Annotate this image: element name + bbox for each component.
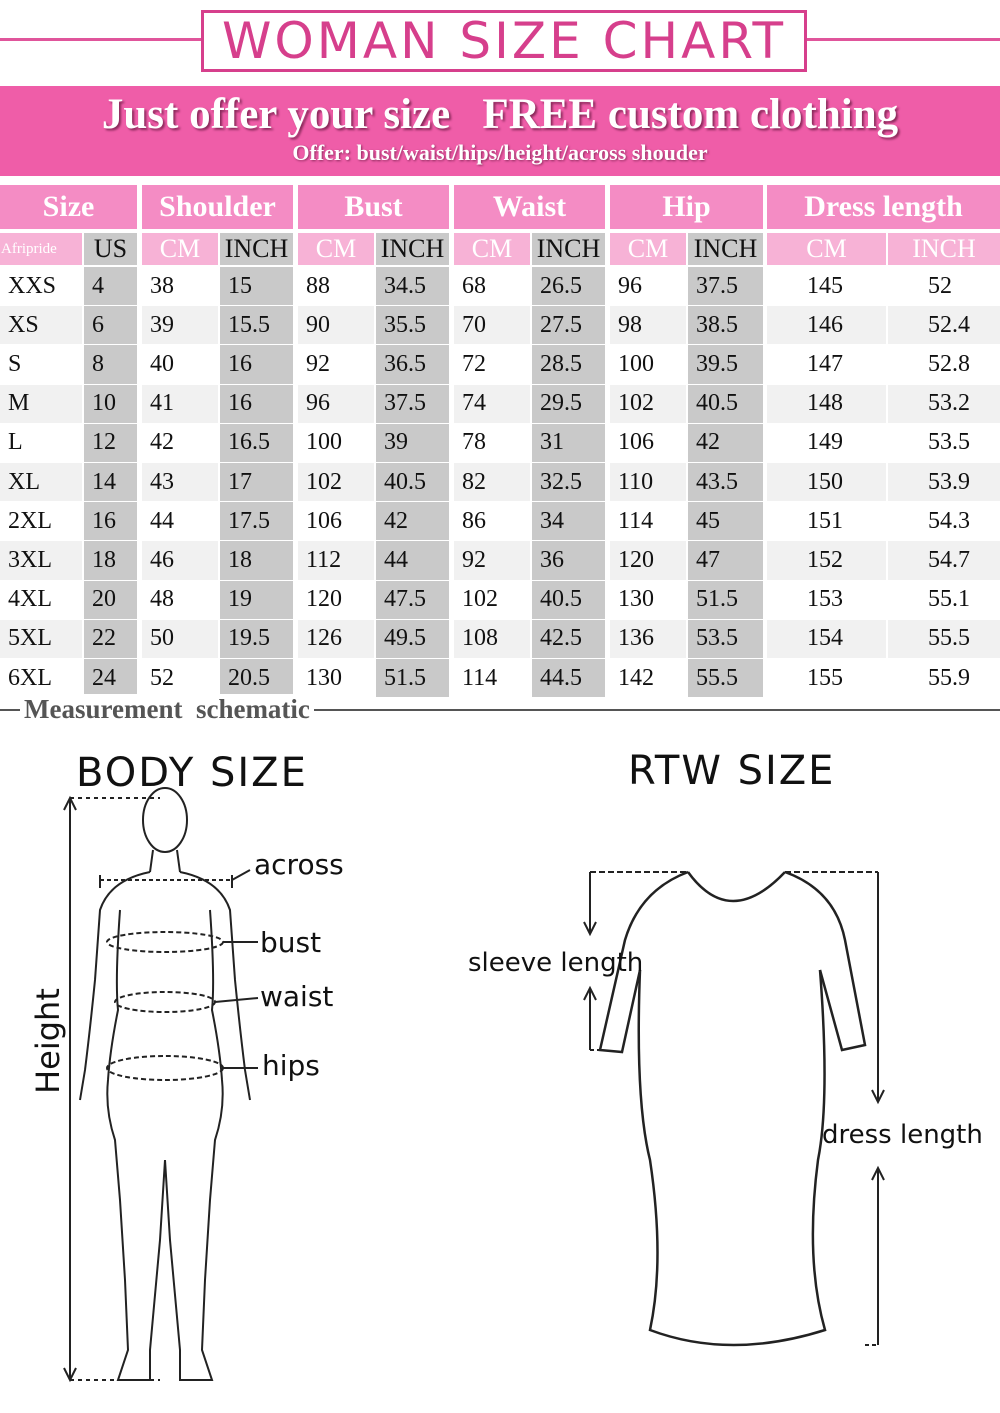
table-cell: 8 (84, 345, 137, 383)
table-cell: 149 (767, 424, 886, 462)
across-label: across (254, 848, 344, 881)
table-cell: 16 (220, 385, 293, 423)
table-cell: 16 (84, 502, 137, 540)
table-cell: 74 (454, 385, 530, 423)
table-cell: 146 (767, 306, 886, 344)
table-cell: 53.5 (888, 424, 1000, 462)
table-cell: 102 (454, 581, 530, 619)
table-cell: 53.5 (688, 620, 763, 658)
table-cell: 39.5 (688, 345, 763, 383)
table-cell: 39 (376, 424, 449, 462)
table-cell: 24 (84, 659, 137, 697)
dress-length-label: dress length (822, 1120, 983, 1150)
table-cell: 153 (767, 581, 886, 619)
table-cell: 54.7 (888, 541, 1000, 579)
table-cell: 108 (454, 620, 530, 658)
table-cell: 40.5 (376, 463, 449, 501)
table-cell: 136 (610, 620, 686, 658)
table-cell: 34.5 (376, 267, 449, 305)
table-cell: 15 (220, 267, 293, 305)
table-cell: 53.2 (888, 385, 1000, 423)
table-cell: 55.5 (888, 620, 1000, 658)
table-cell: 50 (142, 620, 218, 658)
table-cell: 19 (220, 581, 293, 619)
table-cell: 70 (454, 306, 530, 344)
body-size-title: BODY SIZE (76, 750, 308, 796)
page-title: WOMAN SIZE CHART (221, 12, 786, 70)
table-cell: 112 (298, 541, 374, 579)
table-cell: 44 (376, 541, 449, 579)
table-cell: 82 (454, 463, 530, 501)
table-cell: 36.5 (376, 345, 449, 383)
table-cell: 51.5 (376, 659, 449, 697)
table-cell: 120 (298, 581, 374, 619)
sub-header: INCH (376, 233, 449, 265)
sub-header: Afripride (0, 233, 82, 265)
table-cell: 15.5 (220, 306, 293, 344)
table-cell: 55.5 (688, 659, 763, 697)
table-cell: 100 (610, 345, 686, 383)
title-box (201, 10, 807, 72)
table-cell: 96 (298, 385, 374, 423)
table-cell: 39 (142, 306, 218, 344)
table-cell: 28.5 (532, 345, 605, 383)
table-cell: 148 (767, 385, 886, 423)
table-cell: 106 (298, 502, 374, 540)
table-cell: 37.5 (376, 385, 449, 423)
table-cell: 102 (298, 463, 374, 501)
table-cell: 42 (688, 424, 763, 462)
table-cell: 27.5 (532, 306, 605, 344)
table-cell: XS (0, 306, 82, 344)
table-cell: 43.5 (688, 463, 763, 501)
table-cell: 52 (142, 659, 218, 697)
table-cell: 38 (142, 267, 218, 305)
table-cell: 88 (298, 267, 374, 305)
sub-header: INCH (688, 233, 763, 265)
table-cell: 106 (610, 424, 686, 462)
table-cell: 96 (610, 267, 686, 305)
table-cell: 114 (610, 502, 686, 540)
table-cell: 142 (610, 659, 686, 697)
sub-header: INCH (532, 233, 605, 265)
table-cell: 98 (610, 306, 686, 344)
table-cell: 48 (142, 581, 218, 619)
table-cell: 151 (767, 502, 886, 540)
table-cell: 44.5 (532, 659, 605, 697)
table-cell: 31 (532, 424, 605, 462)
table-cell: 42 (376, 502, 449, 540)
table-cell: 51.5 (688, 581, 763, 619)
table-cell: 22 (84, 620, 137, 658)
table-cell: 92 (298, 345, 374, 383)
sub-header: INCH (888, 233, 1000, 265)
table-cell: 18 (220, 541, 293, 579)
sub-header: CM (142, 233, 218, 265)
table-cell: 114 (454, 659, 530, 697)
table-cell: 43 (142, 463, 218, 501)
table-cell: 37.5 (688, 267, 763, 305)
table-cell: 47.5 (376, 581, 449, 619)
group-header: Hip (610, 185, 763, 229)
table-cell: 86 (454, 502, 530, 540)
height-label: Height (29, 988, 67, 1094)
table-cell: L (0, 424, 82, 462)
sub-header: CM (610, 233, 686, 265)
table-cell: 52.8 (888, 345, 1000, 383)
title-line-left (0, 38, 201, 41)
table-cell: 3XL (0, 541, 82, 579)
table-cell: 155 (767, 659, 886, 697)
group-header: Shoulder (142, 185, 293, 229)
table-cell: 40 (142, 345, 218, 383)
waist-label: waist (260, 980, 334, 1013)
banner (0, 86, 1000, 176)
table-cell: 147 (767, 345, 886, 383)
table-cell: 32.5 (532, 463, 605, 501)
schematic-label: Measurement schematic (20, 694, 314, 725)
table-cell: 55.1 (888, 581, 1000, 619)
table-cell: 47 (688, 541, 763, 579)
table-cell: XL (0, 463, 82, 501)
table-cell: 52.4 (888, 306, 1000, 344)
sub-header: CM (454, 233, 530, 265)
group-header: Size (0, 185, 137, 229)
table-cell: 38.5 (688, 306, 763, 344)
table-cell: 72 (454, 345, 530, 383)
table-cell: 12 (84, 424, 137, 462)
table-cell: 130 (610, 581, 686, 619)
table-cell: 40.5 (532, 581, 605, 619)
table-cell: 120 (610, 541, 686, 579)
sub-header: CM (298, 233, 374, 265)
table-cell: 92 (454, 541, 530, 579)
table-cell: 45 (688, 502, 763, 540)
table-cell: 26.5 (532, 267, 605, 305)
table-cell: 55.9 (888, 659, 1000, 697)
sub-header: CM (767, 233, 886, 265)
table-cell: M (0, 385, 82, 423)
sub-header: US (84, 233, 137, 265)
table-cell: 110 (610, 463, 686, 501)
table-cell: 16 (220, 345, 293, 383)
table-cell: 102 (610, 385, 686, 423)
banner-main-text: Just offer your size FREE custom clothing (101, 91, 899, 138)
table-cell: 145 (767, 267, 886, 305)
group-header: Dress length (767, 185, 1000, 229)
table-cell: 154 (767, 620, 886, 658)
table-cell: 19.5 (220, 620, 293, 658)
table-cell: 6XL (0, 659, 82, 697)
table-cell: 36 (532, 541, 605, 579)
sub-header: INCH (220, 233, 293, 265)
table-cell: 29.5 (532, 385, 605, 423)
table-cell: 100 (298, 424, 374, 462)
bust-label: bust (260, 926, 322, 959)
table-cell: 16.5 (220, 424, 293, 462)
table-cell: 14 (84, 463, 137, 501)
table-cell: 4XL (0, 581, 82, 619)
table-cell: S (0, 345, 82, 383)
table-cell: 5XL (0, 620, 82, 658)
banner-sub-text: Offer: bust/waist/hips/height/across shouder (292, 140, 708, 165)
table-cell: 6 (84, 306, 137, 344)
table-cell: 52 (888, 267, 1000, 305)
table-cell: 20.5 (220, 659, 293, 697)
table-cell: 17.5 (220, 502, 293, 540)
table-cell: 35.5 (376, 306, 449, 344)
table-cell: 68 (454, 267, 530, 305)
table-cell: 41 (142, 385, 218, 423)
table-cell: 78 (454, 424, 530, 462)
rtw-size-title: RTW SIZE (628, 748, 836, 794)
table-cell: 90 (298, 306, 374, 344)
table-cell: 49.5 (376, 620, 449, 658)
table-cell: 54.3 (888, 502, 1000, 540)
hips-label: hips (262, 1049, 320, 1082)
table-cell: 10 (84, 385, 137, 423)
table-cell: 34 (532, 502, 605, 540)
table-cell: 17 (220, 463, 293, 501)
table-cell: 2XL (0, 502, 82, 540)
table-cell: 20 (84, 581, 137, 619)
table-cell: 42 (142, 424, 218, 462)
table-cell: 44 (142, 502, 218, 540)
table-cell: 152 (767, 541, 886, 579)
table-cell: 4 (84, 267, 137, 305)
title-line-right (807, 38, 1000, 41)
group-header: Bust (298, 185, 449, 229)
table-cell: 42.5 (532, 620, 605, 658)
sleeve-length-label: sleeve length (468, 948, 644, 978)
table-cell: 53.9 (888, 463, 1000, 501)
table-cell: 46 (142, 541, 218, 579)
table-cell: 40.5 (688, 385, 763, 423)
group-header: Waist (454, 185, 605, 229)
table-cell: XXS (0, 267, 82, 305)
table-cell: 126 (298, 620, 374, 658)
table-cell: 130 (298, 659, 374, 697)
table-cell: 150 (767, 463, 886, 501)
table-cell: 18 (84, 541, 137, 579)
